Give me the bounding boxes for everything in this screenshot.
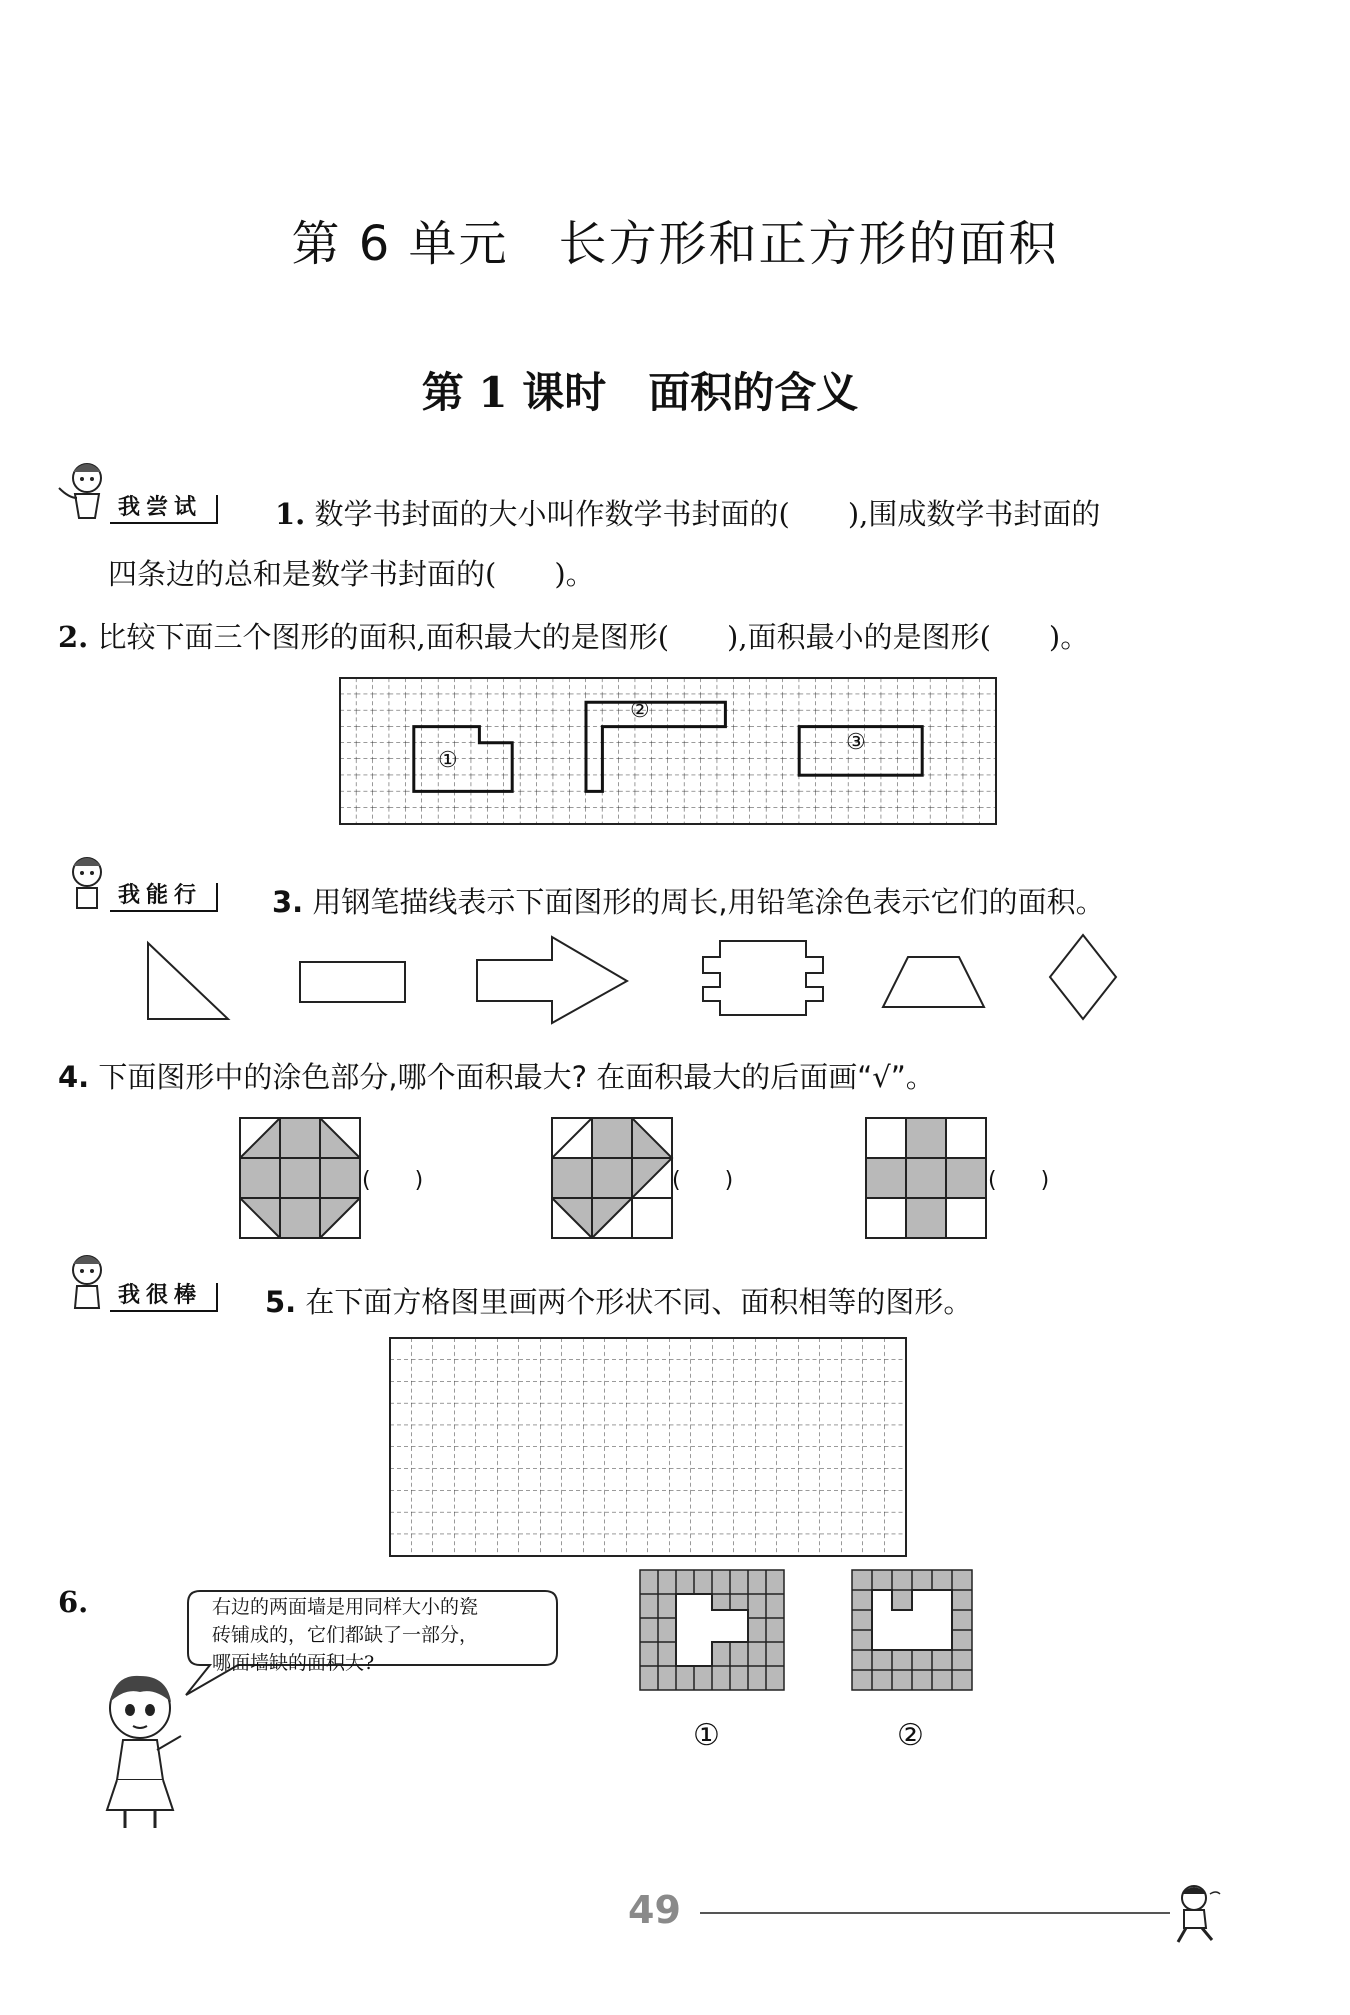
section-tag-great [110, 1278, 218, 1328]
section-tag-can [110, 878, 218, 928]
question-number: 3. [272, 885, 304, 919]
girl-character-icon [85, 1670, 195, 1840]
answer-paren-1[interactable]: ( ) [362, 1168, 424, 1193]
q4-figure-2 [552, 1118, 672, 1238]
bubble-line: 砖铺成的，它们都缺了一部分， [212, 1624, 479, 1646]
rhombus-shape [1050, 935, 1116, 1019]
page-number: 49 [628, 1888, 681, 1932]
girl-mascot-icon [55, 458, 115, 528]
speech-bubble-text [212, 1593, 478, 1677]
figure-label-2: ② [630, 698, 650, 723]
arrow-shape [477, 937, 627, 1023]
question-number: 5. [265, 1285, 297, 1319]
answer-paren-2[interactable]: ( ) [672, 1168, 734, 1193]
shapes-q3 [140, 935, 1160, 1055]
q4-figure-1 [240, 1118, 360, 1238]
question-text: 数学书封面的大小叫作数学书封面的( ),围成数学书封面的 [314, 497, 1101, 531]
grid-q5 [390, 1338, 906, 1556]
q4-figure-3 [866, 1118, 986, 1238]
question-text: 在下面方格图里画两个形状不同、面积相等的图形。 [305, 1285, 973, 1319]
lesson-title: 第 1 课时 面积的含义 [421, 368, 859, 417]
girl-mascot-icon [55, 850, 115, 920]
figure-label-1: ① [438, 748, 458, 773]
question-6 [58, 1585, 88, 1619]
question-number: 6. [58, 1585, 89, 1619]
trapezoid-shape [883, 957, 984, 1007]
wall-label-2: ② [897, 1718, 924, 1753]
question-number: 4. [58, 1060, 90, 1094]
answer-paren-3[interactable]: ( ) [988, 1168, 1050, 1193]
wall-2 [852, 1570, 972, 1690]
footer-line [700, 1912, 1170, 1914]
question-1-line-1 [275, 492, 1100, 533]
question-5 [265, 1280, 972, 1321]
question-3 [272, 880, 1105, 921]
wall-label-1: ① [693, 1718, 720, 1753]
wall-1 [640, 1570, 784, 1690]
cross-shape [703, 941, 823, 1015]
question-number: 1. [275, 497, 306, 531]
question-text: 用钢笔描线表示下面图形的周长,用铅笔涂色表示它们的面积。 [312, 885, 1105, 919]
unit-title: 第 6 单元 长方形和正方形的面积 [291, 216, 1059, 272]
question-text: 比较下面三个图形的面积,面积最大的是图形( ),面积最小的是图形( )。 [97, 620, 1090, 654]
question-1-line-2: 四条边的总和是数学书封面的( )。 [108, 557, 595, 591]
triangle-shape [148, 943, 228, 1019]
figure-label-3: ③ [846, 730, 866, 755]
girl-mascot-icon [55, 1250, 115, 1320]
rectangle-shape [300, 962, 405, 1002]
bubble-line: 右边的两面墙是用同样大小的瓷 [212, 1596, 479, 1618]
question-text: 下面图形中的涂色部分,哪个面积最大? 在面积最大的后面画“√”。 [98, 1060, 935, 1094]
bubble-line: 哪面墙缺的面积大? [212, 1652, 375, 1674]
question-4 [58, 1055, 935, 1096]
question-number: 2. [58, 620, 89, 654]
section-tag-try-label: 我尝试 [110, 495, 218, 524]
question-2 [58, 615, 1089, 656]
running-boy-mascot-icon [1170, 1880, 1230, 1950]
section-tag-can-label: 我能行 [110, 883, 218, 912]
section-tag-great-label: 我很棒 [110, 1283, 218, 1312]
section-tag-try [110, 490, 218, 540]
